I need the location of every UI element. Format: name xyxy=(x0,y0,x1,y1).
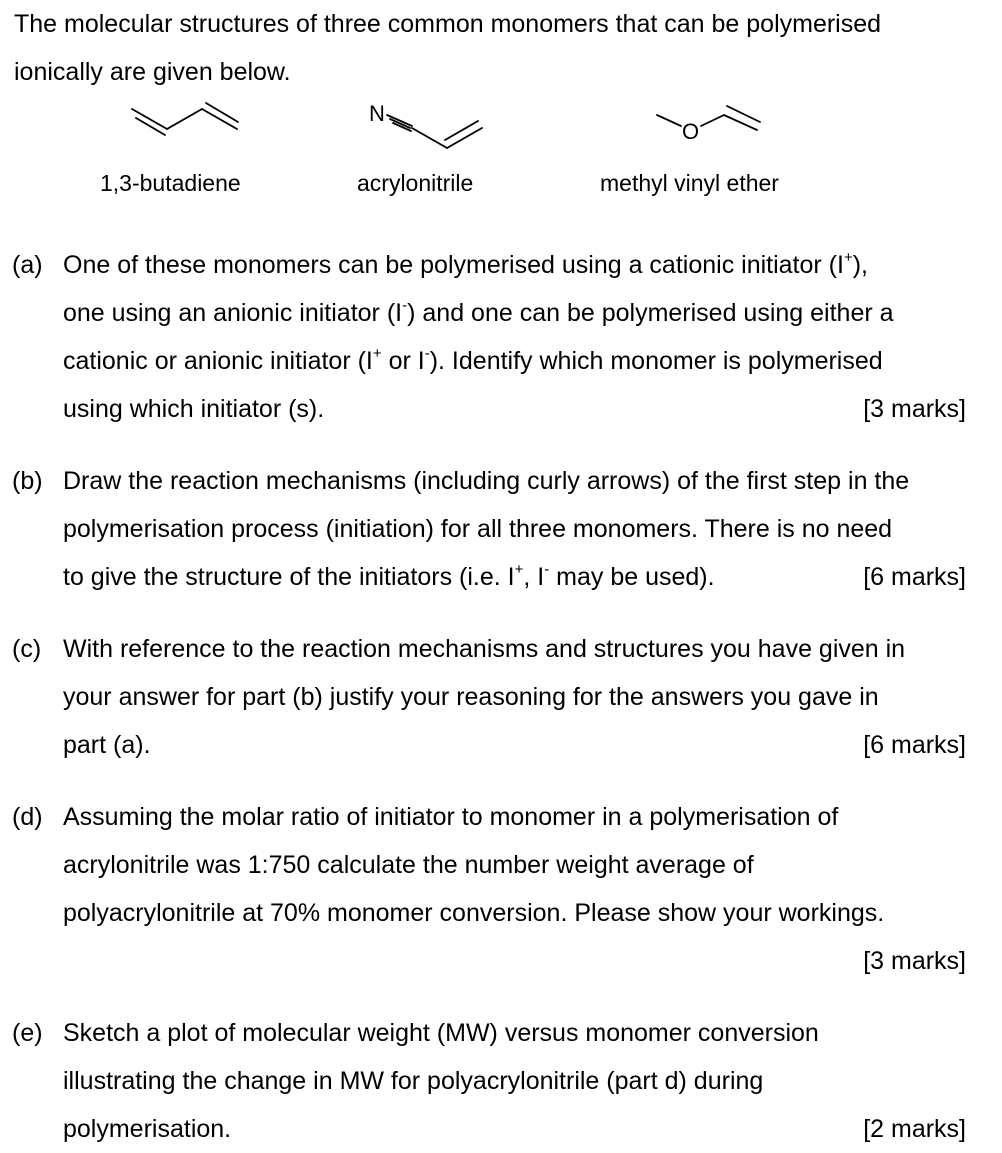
methyl-vinyl-ether-label: methyl vinyl ether xyxy=(600,170,779,196)
part-b-line-3: to give the structure of the initiators (i.e. I+, I- may be used). [6 marks] xyxy=(63,553,988,601)
part-e-marks: [2 marks] xyxy=(863,1115,966,1143)
butadiene-structure xyxy=(132,103,238,135)
structure-drawings xyxy=(0,95,1002,165)
part-e-line-2: illustrating the change in MW for polyacrylonitrile (part d) during xyxy=(63,1067,764,1095)
part-c-marks: [6 marks] xyxy=(863,731,966,759)
part-b-marks: [6 marks] xyxy=(863,563,966,591)
methyl-vinyl-ether-structure xyxy=(657,106,760,130)
part-d-line-3: polyacrylonitrile at 70% monomer conversion. Please show your workings. xyxy=(63,899,885,927)
part-e-line-1: Sketch a plot of molecular weight (MW) versus monomer conversion xyxy=(63,1019,819,1047)
part-d-letter: (d) xyxy=(12,803,43,831)
part-a-line-2: one using an anionic initiator (I-) and one can be polymerised using either a xyxy=(63,297,894,327)
part-e-letter: (e) xyxy=(12,1019,43,1047)
part-b-text xyxy=(63,457,988,601)
part-a-line-1: One of these monomers can be polymerised using a cationic initiator (I+), xyxy=(63,249,868,279)
nitrogen-atom-label: N xyxy=(369,101,385,126)
oxygen-atom-label: O xyxy=(682,119,700,144)
part-d-marks: [3 marks] xyxy=(863,947,966,975)
part-a-letter: (a) xyxy=(12,251,43,279)
part-c-line-3: part (a). [6 marks] xyxy=(63,721,988,769)
part-e-text xyxy=(63,1009,988,1153)
part-a-line-4: using which initiator (s). [3 marks] xyxy=(63,385,988,433)
butadiene-label: 1,3-butadiene xyxy=(100,170,241,196)
part-d-text xyxy=(63,793,988,985)
part-a-line-3: cationic or anionic initiator (I+ or I-). Identify which monomer is polymerised xyxy=(63,345,883,375)
part-d-line-1: Assuming the molar ratio of initiator to monomer in a polymerisation of xyxy=(63,803,839,831)
part-a-marks: [3 marks] xyxy=(863,395,966,423)
intro-line-2: ionically are given below. xyxy=(14,58,291,86)
part-b-line-1: Draw the reaction mechanisms (including curly arrows) of the first step in the xyxy=(63,467,910,495)
part-c-line-1: With reference to the reaction mechanisms and structures you have given in xyxy=(63,635,906,663)
part-c-letter: (c) xyxy=(12,635,42,663)
part-c-text xyxy=(63,625,988,769)
intro-line-1: The molecular structures of three common monomers that can be polymerised xyxy=(14,10,882,38)
part-e-line-3: polymerisation. [2 marks] xyxy=(63,1105,988,1153)
acrylonitrile-label: acrylonitrile xyxy=(357,170,474,196)
part-d-line-4 xyxy=(63,937,988,985)
part-d-line-2: acrylonitrile was 1:750 calculate the number weight average of xyxy=(63,851,754,879)
part-b-letter: (b) xyxy=(12,467,43,495)
acrylonitrile-structure xyxy=(387,115,482,148)
part-a-text xyxy=(63,241,988,433)
intro-paragraph xyxy=(14,0,989,96)
part-b-line-2: polymerisation process (initiation) for all three monomers. There is no need xyxy=(63,515,893,543)
monomer-structures xyxy=(0,95,1002,205)
part-c-line-2: your answer for part (b) justify your reasoning for the answers you gave in xyxy=(63,683,879,711)
